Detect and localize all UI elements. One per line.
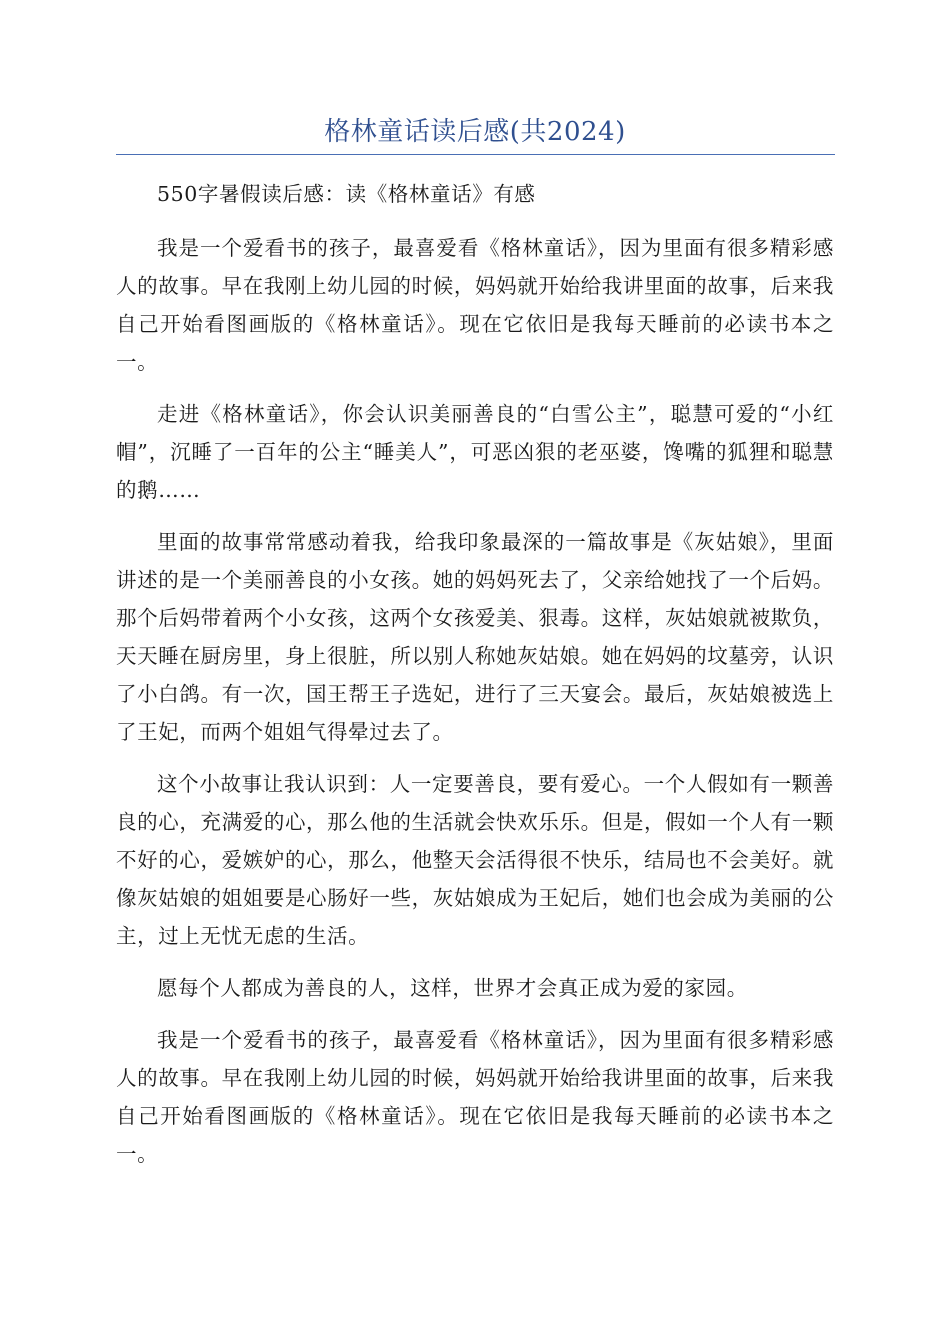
paragraph: 这个小故事让我认识到：人一定要善良，要有爱心。一个人假如有一颗善良的心，充满爱的心，那么他的生活就会快欢乐乐。但是，假如一个人有一颗不好的心，爱嫉妒的心，那么，他整天会活得很不快乐，结局也不会美好。就像灰姑娘的姐姐要是心肠好一些，灰姑娘成为王妃后，她们也会成为美丽的公主，过上无忧无虑的生活。 [116, 772, 834, 948]
paragraph: 我是一个爱看书的孩子，最喜爱看《格林童话》，因为里面有很多精彩感人的故事。早在我刚上幼儿园的时候，妈妈就开始给我讲里面的故事，后来我自己开始看图画版的《格林童话》。现在它依旧是我每天睡前的必读书本之一。 [116, 1028, 834, 1166]
paragraph: 愿每个人都成为善良的人，这样，世界才会真正成为爱的家园。 [157, 976, 748, 1000]
paragraph: 走进《格林童话》，你会认识美丽善良的“白雪公主”，聪慧可爱的“小红帽”，沉睡了一百年的公主“睡美人”，可恶凶狠的老巫婆，馋嘴的狐狸和聪慧的鹅…… [116, 402, 834, 502]
paragraph: 里面的故事常常感动着我，给我印象最深的一篇故事是《灰姑娘》，里面讲述的是一个美丽善良的小女孩。她的妈妈死去了，父亲给她找了一个后妈。那个后妈带着两个小女孩，这两个女孩爱美、狠毒。这样，灰姑娘就被欺负，天天睡在厨房里，身上很脏，所以别人称她灰姑娘。她在妈妈的坟墓旁，认识了小白鸽。有一次，国王帮王子选妃，进行了三天宴会。最后，灰姑娘被选上了王妃，而两个姐姐气得晕过去了。 [116, 530, 834, 744]
document-title: 格林童话读后感(共2024) [324, 117, 626, 147]
article-subtitle: 550字暑假读后感：读《格林童话》有感 [157, 182, 536, 206]
paragraph: 我是一个爱看书的孩子，最喜爱看《格林童话》，因为里面有很多精彩感人的故事。早在我刚上幼儿园的时候，妈妈就开始给我讲里面的故事，后来我自己开始看图画版的《格林童话》。现在它依旧是我每天睡前的必读书本之一。 [116, 236, 834, 374]
title-underline [116, 154, 835, 155]
document-body [116, 175, 834, 1187]
